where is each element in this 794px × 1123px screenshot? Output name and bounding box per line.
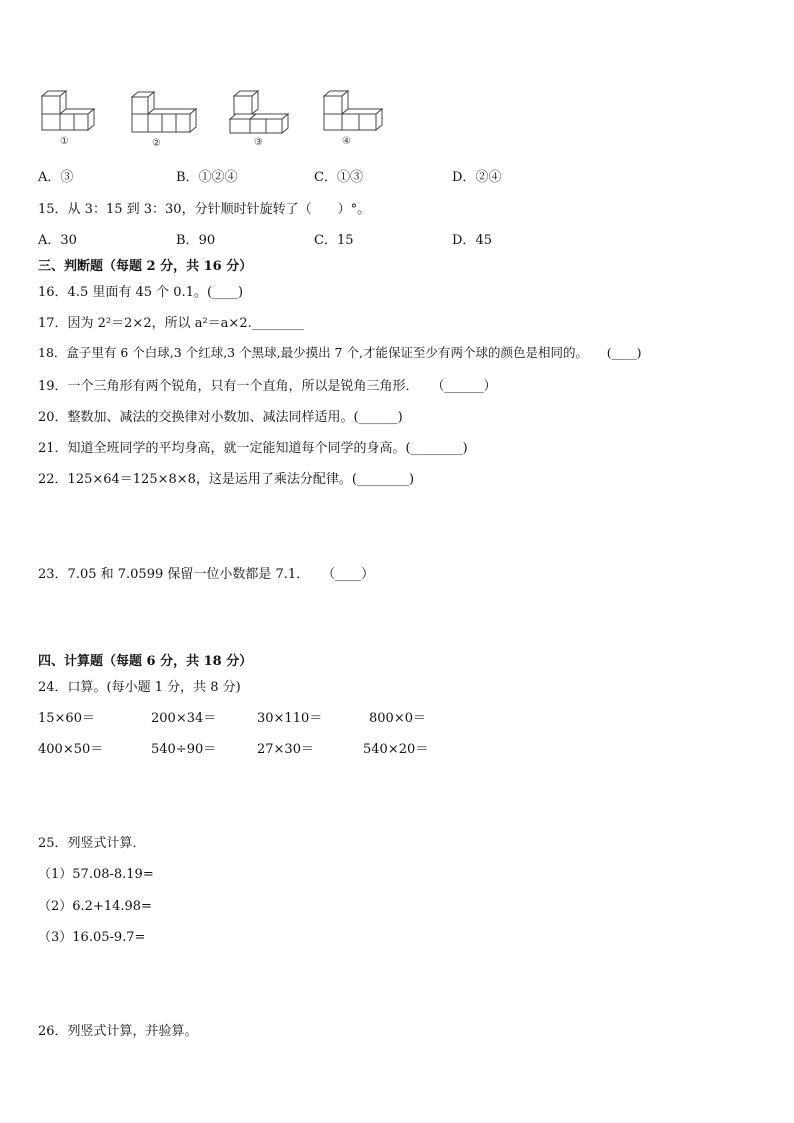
cube-figure-2 xyxy=(128,88,200,150)
q14-option-d[interactable] xyxy=(452,166,501,185)
question-25: 25．列竖式计算． xyxy=(38,836,146,851)
oral-calc-item: 30×110＝ xyxy=(257,711,323,726)
option-letter: A． xyxy=(38,170,61,185)
question-19: 19．一个三角形有两个锐角，只有一个直角，所以是锐角三角形． （______） xyxy=(38,379,497,394)
figure-label-4: ④ xyxy=(342,136,351,147)
oral-calc-item: 27×30＝ xyxy=(257,742,314,757)
option-text: ③ xyxy=(60,170,74,185)
option-text: 15 xyxy=(336,233,354,248)
q14-option-b[interactable] xyxy=(176,166,238,185)
option-letter: B． xyxy=(176,233,199,248)
option-letter: B． xyxy=(176,170,199,185)
figure-label-3: ③ xyxy=(254,137,263,148)
q25-item-3: （3）16.05-9.7= xyxy=(38,930,146,945)
question-24: 24．口算。(每小题 1 分，共 8 分) xyxy=(38,680,241,695)
cube-figure-4 xyxy=(320,88,392,150)
section-4-title: 四、计算题（每题 6 分，共 18 分） xyxy=(38,654,253,669)
q25-item-2: （2）6.2+14.98= xyxy=(38,899,152,914)
option-text: ①③ xyxy=(336,170,363,185)
oral-calc-item: 400×50＝ xyxy=(38,742,104,757)
oral-calc-item: 540÷90＝ xyxy=(151,742,217,757)
q14-option-a[interactable] xyxy=(38,166,73,185)
q15-option-b[interactable] xyxy=(176,229,215,248)
q15-option-d[interactable] xyxy=(452,229,492,248)
option-letter: C． xyxy=(314,233,337,248)
question-22: 22．125×64＝125×8×8，这是运用了乘法分配律。(________) xyxy=(38,472,415,487)
figure-label-1: ① xyxy=(60,136,69,147)
question-26: 26．列竖式计算，并验算。 xyxy=(38,1024,198,1039)
option-text: 90 xyxy=(198,233,216,248)
section-3-title: 三、判断题（每题 2 分，共 16 分） xyxy=(38,259,253,274)
option-letter: D． xyxy=(452,170,476,185)
q15-option-a[interactable] xyxy=(38,229,77,248)
option-text: 30 xyxy=(60,233,77,248)
question-15: 15．从 3：15 到 3：30，分针顺时针旋转了（ ）°。 xyxy=(38,202,371,217)
option-letter: D． xyxy=(452,233,476,248)
question-21: 21．知道全班同学的平均身高，就一定能知道每个同学的身高。(________) xyxy=(38,441,468,456)
question-17: 17．因为 2²＝2×2，所以 a²＝a×2.________ xyxy=(38,316,304,331)
question-20: 20．整数加、减法的交换律对小数加、减法同样适用。(______) xyxy=(38,410,403,425)
option-letter: C． xyxy=(314,170,337,185)
q14-option-c[interactable] xyxy=(314,166,363,185)
question-23: 23．7.05 和 7.0599 保留一位小数都是 7.1． （____） xyxy=(38,567,375,582)
question-18: 18．盒子里有 6 个白球,3 个红球,3 个黑球,最少摸出 7 个,才能保证至少有两个球的颜色是相同的。 (____) xyxy=(38,345,642,360)
cube-figures xyxy=(38,88,398,150)
oral-calc-item: 200×34＝ xyxy=(151,711,217,726)
option-text: ①②④ xyxy=(198,170,238,185)
q25-item-1: （1）57.08-8.19= xyxy=(38,867,154,882)
cube-figure-3 xyxy=(228,88,300,150)
figure-label-2: ② xyxy=(152,138,161,149)
oral-calc-item: 800×0＝ xyxy=(369,711,426,726)
option-text: 45 xyxy=(475,233,492,248)
question-16: 16．4.5 里面有 45 个 0.1。(____) xyxy=(38,285,244,300)
option-letter: A． xyxy=(38,233,61,248)
oral-calc-item: 540×20＝ xyxy=(363,742,429,757)
oral-calc-item: 15×60＝ xyxy=(38,711,95,726)
cube-figure-1 xyxy=(38,88,100,150)
option-text: ②④ xyxy=(475,170,502,185)
q15-option-c[interactable] xyxy=(314,229,354,248)
